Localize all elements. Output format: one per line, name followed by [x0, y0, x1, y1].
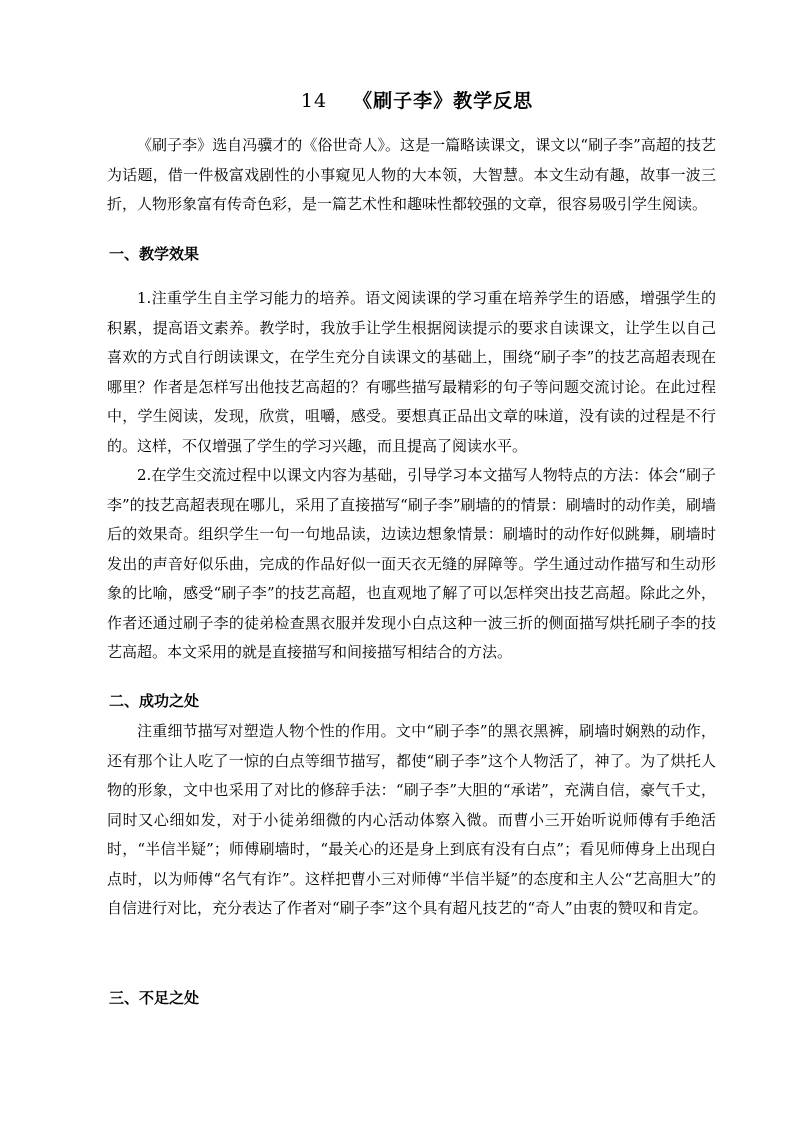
intro-paragraph: 《刷子李》选自冯骥才的《俗世奇人》。这是一篇略读课文，课文以“刷子李”高超的技艺为话题，借一件极富戏剧性的小事窥见人物的大本领，大智慧。本文生动有趣，故事一波三折，人物形象富有传奇色彩，是一篇艺术性和趣味性都较强的文章，很容易吸引学生阅读。: [107, 136, 716, 213]
section1-block: [107, 284, 716, 668]
section2-paragraph-1: 注重细节描写对塑造人物个性的作用。文中“刷子李”的黑衣黑裤，刷墙时娴熟的动作，还有那个让人吃了一惊的白点等细节描写，都使“刷子李”这个人物活了，神了。为了烘托人物的形象，文中也采用了对比的修辞手法：“刷子李”大胆的“承诺”，充满自信，豪气千丈，同时又心细如发，对于小徒弟细微的内心活动体察入微。而曹小三开始听说师傅有手绝活时，“半信半疑”；师傅刷墙时，“最关心的还是身上到底有没有白点”；看见师傅身上出现白点时，以为师傅“名气有诈”。这样把曹小三对师傅“半信半疑”的态度和主人公“艺高胆大”的自信进行对比，充分表达了作者对“刷子李”这个具有超凡技艺的“奇人”由衷的赞叹和肯定。: [107, 722, 716, 917]
section1-heading: 一、教学效果: [109, 245, 200, 263]
section3-heading-block: [107, 984, 716, 1014]
page-title: [0, 86, 794, 113]
section2-block: [107, 717, 716, 924]
section1-heading-block: [107, 240, 716, 270]
section1-paragraph-2: 2.在学生交流过程中以课文内容为基础，引导学习本文描写人物特点的方法：体会“刷子李”的技艺高超表现在哪儿，采用了直接描写“刷子李”刷墙的的情景：刷墙时的动作美，刷墙后的效果奇。组织学生一句一句地品读，边读边想象情景：刷墙时的动作好似跳舞，刷墙时发出的声音好似乐曲，完成的作品好似一面天衣无缝的屏障等。学生通过动作描写和生动形象的比喻，感受“刷子李”的技艺高超，也直观地了解了可以怎样突出技艺高超。除此之外，作者还通过刷子李的徒弟检查黑衣服并发现小白点这种一波三折的侧面描写烘托刷子李的技艺高超。本文采用的就是直接描写和间接描写相结合的方法。: [107, 466, 716, 661]
section2-heading-block: [107, 687, 716, 717]
intro-block: [107, 131, 716, 220]
section2-heading: 二、成功之处: [109, 692, 200, 710]
title-number: 14: [300, 90, 328, 112]
section3-heading: 三、不足之处: [109, 989, 200, 1007]
section1-paragraph-1: 1.注重学生自主学习能力的培养。语文阅读课的学习重在培养学生的语感，增强学生的积累，提高语文素养。教学时，我放手让学生根据阅读提示的要求自读课文，让学生以自己喜欢的方式自行朗读课文，在学生充分自读课文的基础上，围绕“刷子李”的技艺高超表现在哪里？作者是怎样写出他技艺高超的？有哪些描写最精彩的句子等问题交流讨论。在此过程中，学生阅读，发现，欣赏，咀嚼，感受。要想真正品出文章的味道，没有读的过程是不行的。这样，不仅增强了学生的学习兴趣，而且提高了阅读水平。: [107, 289, 716, 455]
title-text: 《刷子李》教学反思: [353, 90, 534, 112]
